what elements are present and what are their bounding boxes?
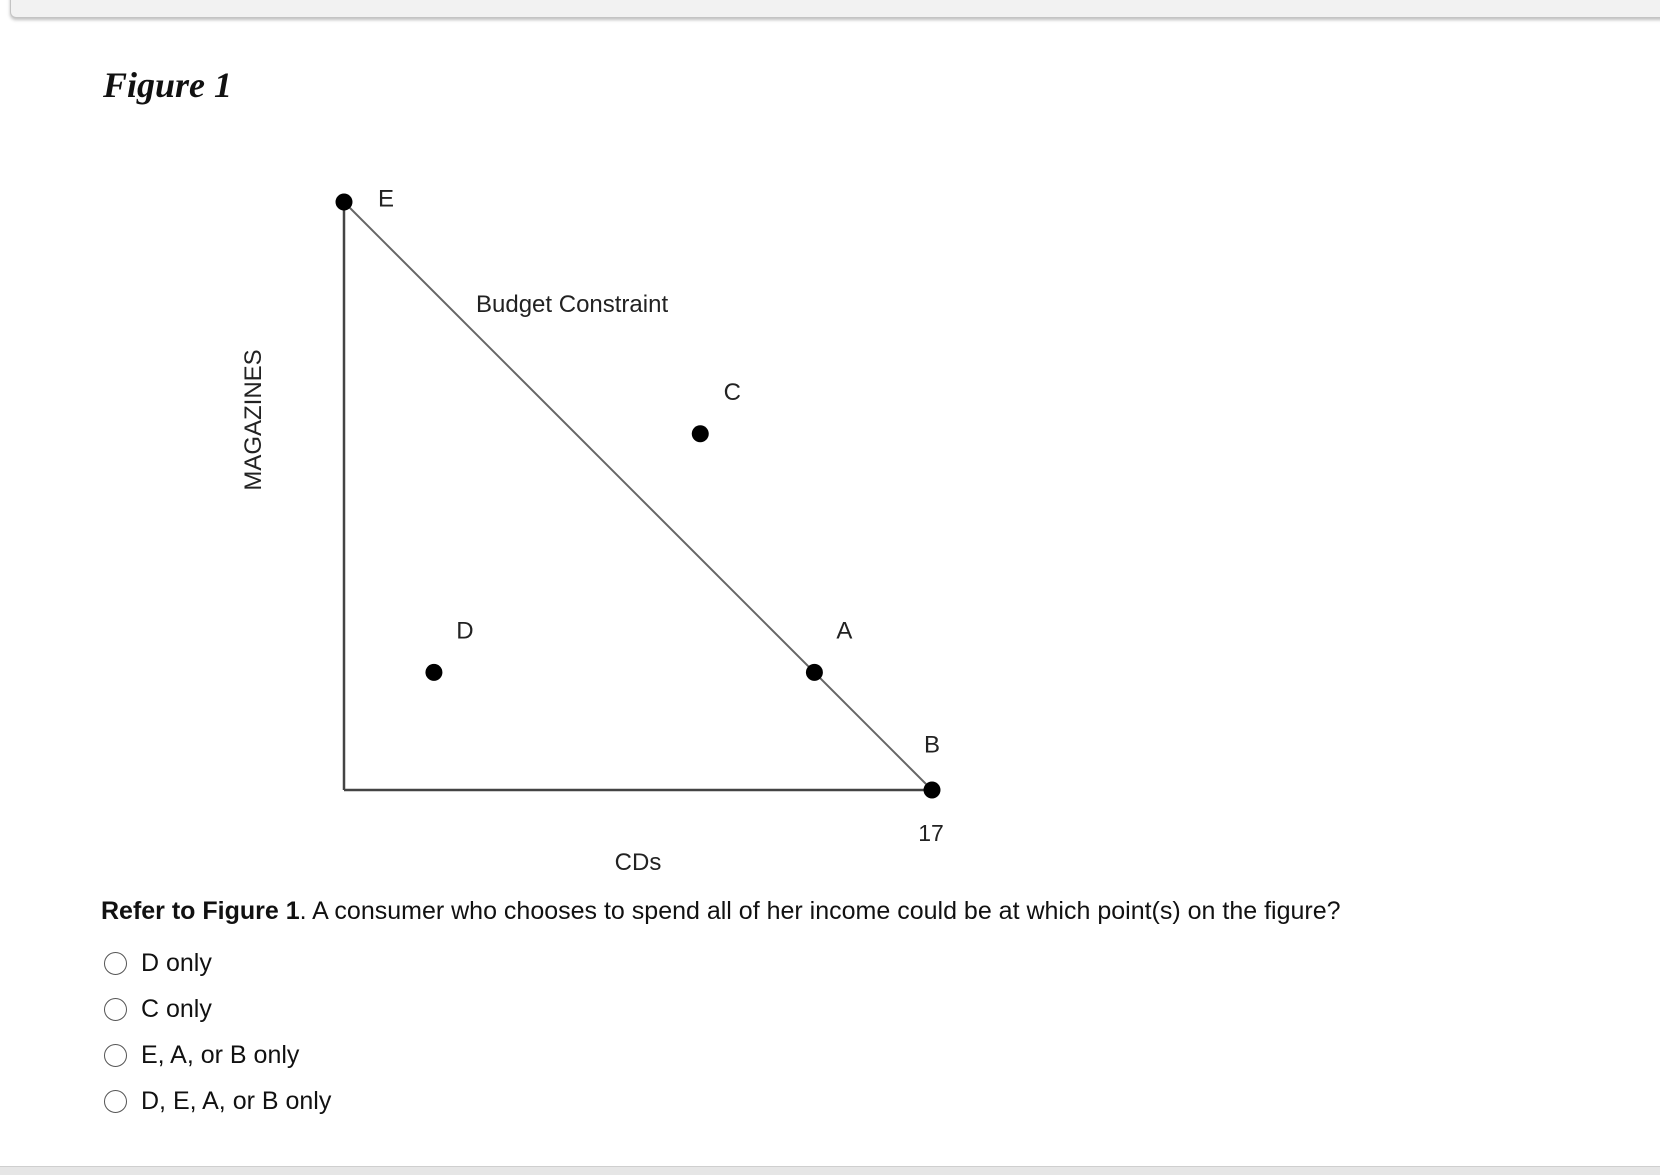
y-axis-label: MAGAZINES: [240, 349, 267, 491]
figure-title: Figure 1: [103, 65, 233, 105]
data-point-label: C: [723, 379, 741, 407]
answer-options: [104, 940, 331, 1124]
data-point: [806, 664, 823, 681]
question-reference: Refer to Figure 1: [101, 897, 300, 925]
x-axis-label: CDs: [614, 849, 662, 876]
data-point-label: B: [923, 731, 941, 759]
data-point-label: E: [377, 185, 395, 213]
radio-button[interactable]: [104, 1044, 127, 1067]
answer-option[interactable]: [104, 1078, 331, 1124]
data-point: [336, 194, 353, 211]
option-label: E, A, or B only: [141, 1040, 300, 1069]
question-body: . A consumer who chooses to spend all of her income could be at which point(s) on the figure?: [299, 897, 1341, 925]
data-point: [924, 782, 941, 799]
answer-option[interactable]: [104, 1032, 331, 1078]
option-label: D only: [141, 948, 212, 977]
data-point: [425, 664, 442, 681]
answer-option[interactable]: [104, 986, 331, 1032]
radio-button[interactable]: [104, 952, 127, 975]
data-point-label: D: [456, 617, 474, 645]
data-point: [692, 425, 709, 442]
answer-option[interactable]: [104, 940, 331, 986]
option-label: D, E, A, or B only: [141, 1086, 332, 1115]
radio-button[interactable]: [104, 1090, 127, 1113]
budget-constraint-label: Budget Constraint: [476, 291, 669, 318]
radio-button[interactable]: [104, 998, 127, 1021]
data-point-label: A: [836, 617, 853, 645]
question-text: [101, 897, 1341, 926]
option-label: C only: [141, 994, 212, 1023]
x-tick-label: 17: [918, 820, 944, 846]
